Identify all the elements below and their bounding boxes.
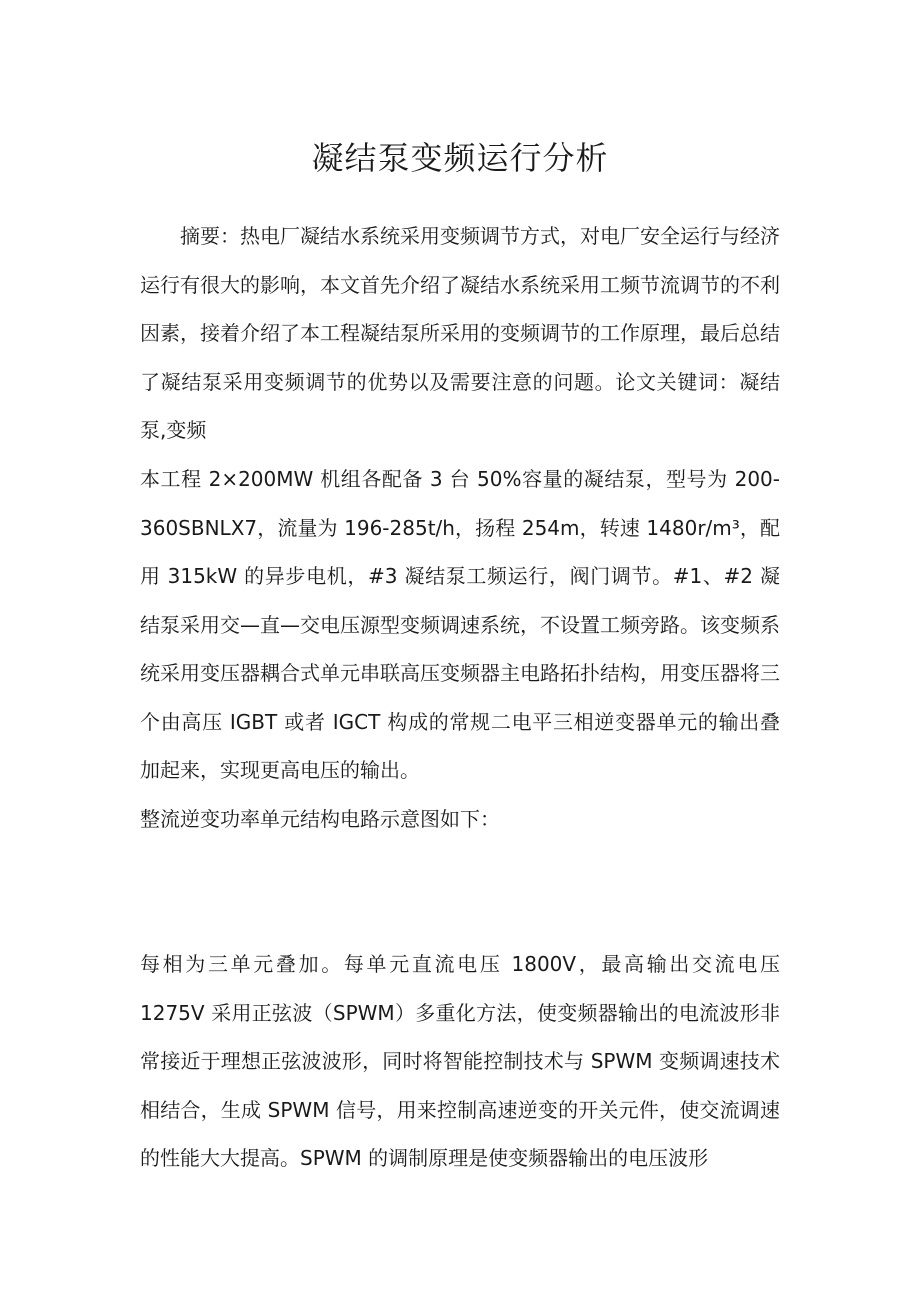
figure-placeholder [140,842,780,932]
body-section-1 [140,455,780,843]
document-title: 凝结泵变频运行分析 [311,139,609,178]
body-paragraph-project: 本工程 2×200MW 机组各配备 3 台 50%容量的凝结泵，型号为 200-360SBNLX7，流量为 196-285t/h，扬程 254m，转速 1480r/m³，配用 315kW 的异步电机，#3 凝结泵工频运行，阀门调节。#1、#2 凝结泵采用交—直—交电压源型变频调速系统，不设置工频旁路。该变频系统采用变压器耦合式单元串联高压变频器主电路拓扑结构，用变压器将三个由高压 IGBT 或者 IGCT 构成的常规二电平三相逆变器单元的输出叠加起来，实现更高电压的输出。 [140,467,780,782]
body-paragraph-figure-caption: 整流逆变功率单元结构电路示意图如下： [140,806,500,831]
body-paragraph-spwm: 每相为三单元叠加。每单元直流电压 1800V，最高输出交流电压 1275V 采用正弦波（SPWM）多重化方法，使变频器输出的电流波形非常接近于理想正弦波波形，同时将智能控制技术与 SPWM 变频调速技术相结合，生成 SPWM 信号，用来控制高速逆变的开关元件，使交流调速的性能大大提高。SPWM 的调制原理是使变频器输出的电压波形 [140,952,780,1170]
abstract-paragraph: 摘要：热电厂凝结水系统采用变频调节方式，对电厂安全运行与经济运行有很大的影响，本文首先介绍了凝结水系统采用工频节流调节的不利因素，接着介绍了本工程凝结泵所采用的变频调节的工作原理，最后总结了凝结泵采用变频调节的优势以及需要注意的问题。论文关键词：凝结泵,变频 [140,224,780,442]
